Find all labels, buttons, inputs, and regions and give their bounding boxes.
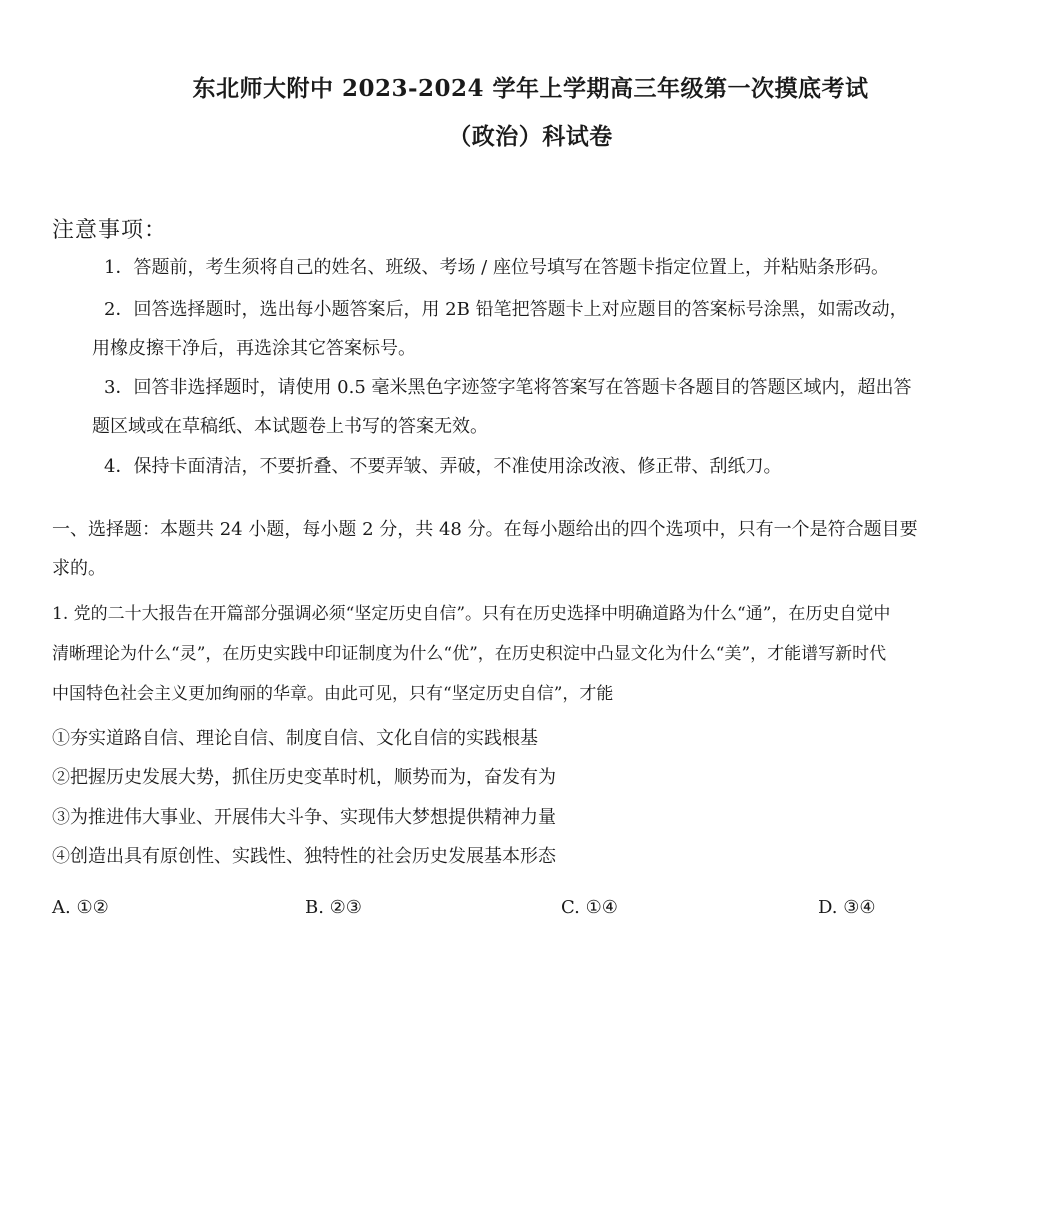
notice-item-1-line1: 1．答题前，考生须将自己的姓名、班级、考场 / 座位号填写在答题卡指定位置上，并粘贴条形码。 — [104, 257, 889, 278]
question-1-option-b: B. ②③ — [305, 897, 362, 918]
question-1-stem-line2: 清晰理论为什么“灵”，在历史实践中印证制度为什么“优”，在历史积淀中凸显文化为什么“美”，才能谱写新时代 — [52, 644, 887, 664]
section-heading-line1: 一、选择题：本题共 24 小题，每小题 2 分，共 48 分。在每小题给出的四个选项中，只有一个是符合题目要 — [52, 519, 918, 540]
notice-item-2-line1: 2．回答选择题时，选出每小题答案后，用 2B 铅笔把答题卡上对应题目的答案标号涂黑，如需改动， — [104, 299, 908, 320]
notice-item-4 — [92, 447, 1012, 486]
exam-subtitle: （政治）科试卷 — [448, 123, 613, 150]
section-heading-line2: 求的。 — [52, 558, 106, 579]
notice-item-3-line1: 3．回答非选择题时，请使用 0.5 毫米黑色字迹签字笔将答案写在答题卡各题目的答题区域内，超出答 — [104, 377, 912, 398]
notice-item-3 — [92, 368, 1012, 446]
exam-title: 东北师大附中 2023-2024 学年上学期高三年级第一次摸底考试 — [192, 75, 869, 102]
question-1-option-d: D. ③④ — [818, 897, 876, 918]
question-1-option-a: A. ①② — [52, 897, 109, 918]
section-heading — [52, 510, 1012, 588]
question-1-statement-4: ④创造出具有原创性、实践性、独特性的社会历史发展基本形态 — [52, 846, 556, 867]
question-1-option-c: C. ①④ — [561, 897, 618, 918]
question-1-stem-line1: 1. 党的二十大报告在开篇部分强调必须“坚定历史自信”。只有在历史选择中明确道路为什么“通”，在历史自觉中 — [52, 604, 891, 624]
notice-item-4-line1: 4．保持卡面清洁，不要折叠、不要弄皱、弄破，不准使用涂改液、修正带、刮纸刀。 — [104, 456, 782, 477]
question-1-statement-1: ①夯实道路自信、理论自信、制度自信、文化自信的实践根基 — [52, 728, 538, 749]
question-1-stem-line3: 中国特色社会主义更加绚丽的华章。由此可见，只有“坚定历史自信”，才能 — [52, 684, 614, 704]
notice-item-1 — [92, 248, 1012, 287]
question-1-statement-3: ③为推进伟大事业、开展伟大斗争、实现伟大梦想提供精神力量 — [52, 807, 556, 828]
question-1-statement-2: ②把握历史发展大势，抓住历史变革时机，顺势而为，奋发有为 — [52, 767, 556, 788]
notice-heading: 注意事项： — [52, 218, 168, 243]
notice-item-3-line2: 题区域或在草稿纸、本试题卷上书写的答案无效。 — [92, 416, 488, 437]
notice-item-2-line2: 用橡皮擦干净后，再选涂其它答案标号。 — [92, 338, 416, 359]
question-1-stem — [52, 594, 1012, 714]
notice-item-2 — [92, 290, 1012, 368]
